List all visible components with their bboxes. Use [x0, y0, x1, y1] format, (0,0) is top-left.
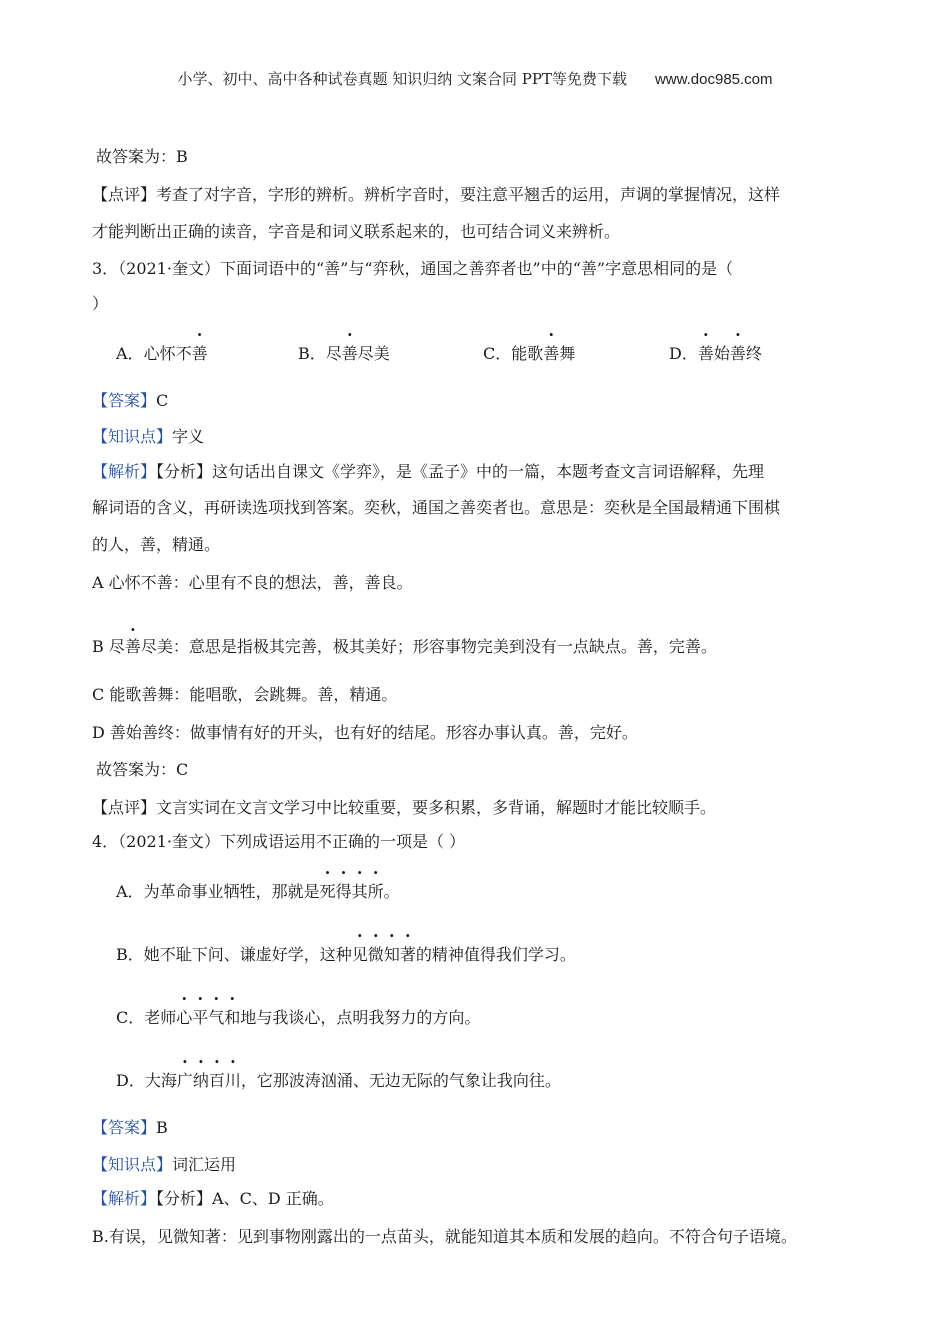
comment-tag: 【点评】	[92, 185, 157, 204]
emphasis-char: 善	[341, 344, 358, 363]
q3-expl-b: B 尽善尽美：意思是指极其完善，极其美好；形容事物完美到没有一点缺点。善，完善。	[92, 637, 717, 656]
q3-option-b: B．尽善尽美	[298, 341, 390, 364]
q3-option-c: C．能歌善舞	[483, 341, 575, 364]
q2-comment-1: 【点评】考查了对字音，字形的辨析。辨析字音时，要注意平翘舌的运用，声调的掌握情况，这样	[92, 185, 781, 204]
q3-answer: 【答案】C	[92, 391, 169, 410]
header-text: 小学、初中、高中各种试卷真题 知识归纳 文案合同 PPT等免费下载	[177, 70, 627, 88]
emphasis-char: 善	[543, 344, 560, 363]
q4-option-c: C．老师心平气和地与我谈心，点明我努力的方向。	[116, 1008, 481, 1027]
emphasis-char: 善	[729, 344, 746, 363]
emphasis-char: 善	[697, 344, 714, 363]
q3-expl-c: C 能歌善舞：能唱歌，会跳舞。善，精通。	[92, 685, 398, 704]
q3-analysis-2: 解词语的含义，再研读选项找到答案。奕秋，通国之善奕者也。意思是：奕秋是全国最精通下围棋	[92, 498, 781, 517]
q4-option-d: D．大海广纳百川，它那波涛汹涌、无边无际的气象让我向往。	[116, 1071, 561, 1090]
page-header	[0, 68, 950, 89]
q3-analysis-1: 【解析】【分析】这句话出自课文《学弈》，是《孟子》中的一篇，本题考查文言词语解释，先理	[92, 462, 765, 481]
q3-option-d: D．善始善终	[669, 341, 762, 364]
q3-expl-d: D 善始善终：做事情有好的开头，也有好的结尾。形容办事认真。善，完好。	[92, 723, 638, 742]
q3-stem-1: 3．（2021·奎文）下面词语中的“善”与“弈秋，通国之善弈者也”中的“善”字意思相同的是（	[92, 259, 734, 278]
q4-expl-b: B.有误，见微知著：见到事物刚露出的一点苗头，就能知道其本质和发展的趋向。不符合句子语境。	[92, 1227, 797, 1246]
q2-answer-line: 故答案为：B	[96, 147, 188, 166]
q3-answer-line: 故答案为：C	[96, 760, 189, 779]
q4-option-b: B．她不耻下问、谦虚好学，这种见微知著的精神值得我们学习。	[116, 945, 576, 964]
q3-analysis-3: 的人，善，精通。	[92, 535, 221, 554]
q3-option-a: A．心怀不善	[116, 341, 208, 364]
q4-analysis: 【解析】【分析】A、C、D 正确。	[92, 1189, 334, 1208]
q4-stem: 4．（2021·奎文）下列成语运用不正确的一项是（ ）	[92, 832, 466, 851]
q3-comment: 【点评】文言实词在文言文学习中比较重要，要多积累，多背诵，解题时才能比较顺手。	[92, 798, 717, 817]
header-site[interactable]: www.doc985.com	[654, 71, 773, 88]
q3-knowledge: 【知识点】字义	[92, 427, 205, 446]
q2-comment-2: 才能判断出正确的读音，字音是和词义联系起来的，也可结合词义来辨析。	[92, 222, 621, 241]
emphasis-char: 善	[191, 344, 208, 363]
q4-knowledge: 【知识点】词汇运用	[92, 1155, 237, 1174]
emphasis-char: 善	[124, 637, 141, 656]
q4-answer: 【答案】B	[92, 1118, 168, 1137]
q3-expl-a: A 心怀不善：心里有不良的想法，善，善良。	[92, 573, 413, 592]
q3-stem-2: ）	[92, 294, 109, 313]
q4-option-a: A．为革命事业牺牲，那就是死得其所。	[116, 882, 400, 901]
